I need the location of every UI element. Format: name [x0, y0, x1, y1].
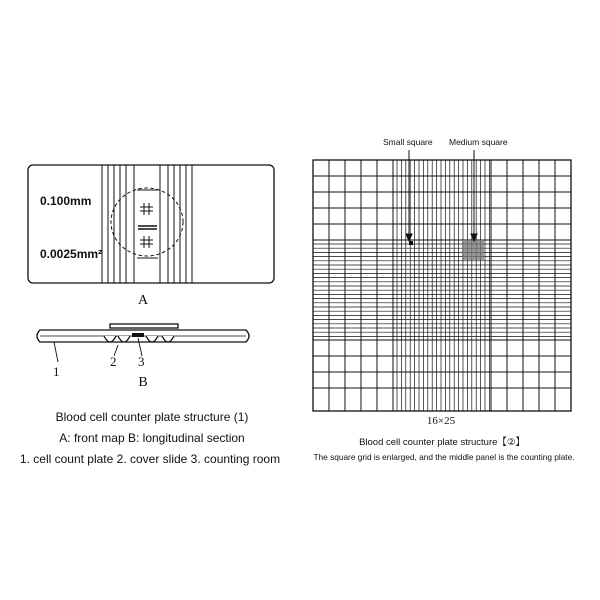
magnifier-circle	[111, 188, 183, 256]
plate-section	[37, 324, 249, 342]
mini-grid-upper	[140, 203, 153, 215]
small-square-label: Small square	[383, 137, 433, 147]
grid-size-label: 16×25	[426, 415, 456, 427]
label-b: B	[138, 375, 148, 390]
dimension-area: 0.0025mm²	[40, 247, 103, 261]
left-caption-title: Blood cell counter plate structure (1)	[55, 410, 249, 424]
hemocytometer-grid	[313, 160, 571, 411]
counting-room	[132, 333, 144, 337]
medium-square-label: Medium square	[449, 137, 508, 147]
left-caption-line-2: 1. cell count plate 2. cover slide 3. counting room	[19, 452, 281, 466]
medium-square-highlight	[462, 240, 484, 260]
label-part-1: 1	[53, 364, 60, 379]
label-part-2: 2	[110, 354, 117, 369]
right-caption-line-1: The square grid is enlarged, and the middle panel is the counting plate.	[313, 452, 575, 462]
left-caption-line-1: A: front map B: longitudinal section	[59, 431, 245, 445]
plate-front-outline	[28, 165, 274, 283]
dimension-length: 0.100mm	[40, 194, 92, 208]
label-a: A	[137, 293, 149, 308]
small-square-highlight	[409, 241, 413, 245]
mini-grid-lower	[140, 236, 153, 248]
right-caption-title: Blood cell counter plate structure【②】	[359, 437, 525, 448]
plate-groove-lines	[102, 165, 192, 283]
label-part-3: 3	[138, 354, 145, 369]
cover-slide	[110, 324, 178, 328]
